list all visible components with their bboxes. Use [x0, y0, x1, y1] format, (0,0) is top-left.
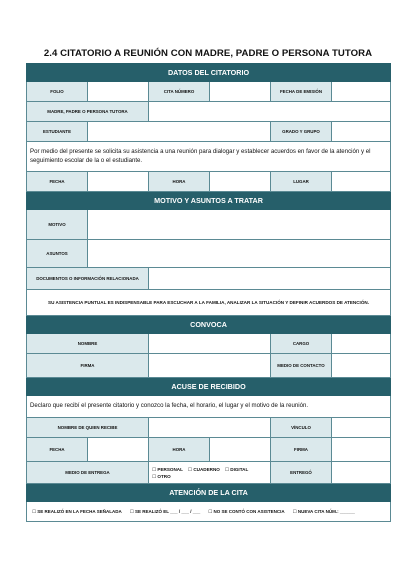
convoca-nombre-label: NOMBRE [27, 334, 149, 354]
grado-grupo-label: GRADO Y GRUPO [271, 122, 332, 142]
cuaderno-checkbox[interactable]: ☐ CUADERNO [187, 466, 220, 472]
acuse-fecha-label: FECHA [27, 438, 88, 462]
convoca-firma-label: FIRMA [27, 354, 149, 378]
asuntos-field[interactable] [88, 240, 391, 268]
medio-contacto-field[interactable] [332, 354, 391, 378]
acuse-firma-field[interactable] [332, 438, 391, 462]
grado-grupo-field[interactable] [332, 122, 391, 142]
atencion-options [27, 502, 391, 522]
digital-checkbox[interactable]: ☐ DIGITAL [224, 466, 249, 472]
hora-field[interactable] [210, 172, 271, 192]
folio-label: FOLIO [27, 82, 88, 102]
section-atencion-header: ATENCIÓN DE LA CITA [27, 484, 391, 502]
medio-entrega-options [149, 462, 271, 484]
cita-numero-field[interactable] [210, 82, 271, 102]
acuse-firma-label: FIRMA [271, 438, 332, 462]
cita-numero-label: CITA NÚMERO [149, 82, 210, 102]
estudiante-field[interactable] [88, 122, 271, 142]
section-convoca-header: CONVOCA [27, 316, 391, 334]
documentos-field[interactable] [149, 268, 391, 290]
nombre-recibe-label: NOMBRE DE QUIEN RECIBE [27, 418, 149, 438]
otro-checkbox[interactable]: ☐ OTRO [152, 473, 171, 479]
asistencia-note: SU ASISTENCIA PUNTUAL ES INDISPENSABLE PARA ESCUCHAR A LA FAMILIA, ANALIZAR LA SITUACIÓN Y DEFINIR ACUERDOS DE ATENCIÓN. [27, 290, 391, 316]
citatorio-form [26, 63, 390, 522]
entrego-label: ENTREGÓ [271, 462, 332, 484]
motivo-label: MOTIVO [27, 210, 88, 240]
vinculo-label: VÍNCULO [271, 418, 332, 438]
datos-paragraph: Por medio del presente se solicita su asistencia a una reunión para dialogar y establecer acuerdos en favor de la atención y el seguimiento escolar de la o el estudiante. [27, 142, 391, 172]
acuse-hora-field[interactable] [210, 438, 271, 462]
section-motivo-header: MOTIVO Y ASUNTOS A TRATAR [27, 192, 391, 210]
nueva-cita-checkbox[interactable]: ☐ NUEVA CITA NÚM.: ______ [292, 508, 355, 514]
asuntos-label: ASUNTOS [27, 240, 88, 268]
convoca-nombre-field[interactable] [149, 334, 271, 354]
cargo-field[interactable] [332, 334, 391, 354]
acuse-paragraph: Declaro que recibí el presente citatorio y conozco la fecha, el horario, el lugar y el motivo de la reunión. [27, 396, 391, 418]
fecha-emision-field[interactable] [332, 82, 391, 102]
documentos-label: DOCUMENTOS O INFORMACIÓN RELACIONADA [27, 268, 149, 290]
entrego-field[interactable] [332, 462, 391, 484]
hora-label: HORA [149, 172, 210, 192]
estudiante-label: ESTUDIANTE [27, 122, 88, 142]
folio-field[interactable] [88, 82, 149, 102]
madre-padre-field[interactable] [149, 102, 391, 122]
lugar-label: LUGAR [271, 172, 332, 192]
acuse-fecha-field[interactable] [88, 438, 149, 462]
fecha-label: FECHA [27, 172, 88, 192]
realizo-el-checkbox[interactable]: ☐ SE REALIZÓ EL ___ / ___ / ___ [129, 508, 201, 514]
lugar-field[interactable] [332, 172, 391, 192]
acuse-hora-label: HORA [149, 438, 210, 462]
medio-entrega-label: MEDIO DE ENTREGA [27, 462, 149, 484]
realizo-fecha-checkbox[interactable]: ☐ SE REALIZÓ EN LA FECHA SEÑALADA [32, 508, 122, 514]
fecha-emision-label: FECHA DE EMISIÓN [271, 82, 332, 102]
madre-padre-label: MADRE, PADRE O PERSONA TUTORA [27, 102, 149, 122]
page-title: 2.4 CITATORIO A REUNIÓN CON MADRE, PADRE O PERSONA TUTORA [43, 48, 373, 59]
convoca-firma-field[interactable] [149, 354, 271, 378]
vinculo-field[interactable] [332, 418, 391, 438]
motivo-field[interactable] [88, 210, 391, 240]
nombre-recibe-field[interactable] [149, 418, 271, 438]
personal-checkbox[interactable]: ☐ PERSONAL [152, 466, 183, 472]
cargo-label: CARGO [271, 334, 332, 354]
section-acuse-header: ACUSE DE RECIBIDO [27, 378, 391, 396]
fecha-field[interactable] [88, 172, 149, 192]
medio-contacto-label: MEDIO DE CONTACTO [271, 354, 332, 378]
no-asistencia-checkbox[interactable]: ☐ NO SE CONTÓ CON ASISTENCIA [208, 508, 285, 514]
section-datos-header: DATOS DEL CITATORIO [27, 64, 391, 82]
